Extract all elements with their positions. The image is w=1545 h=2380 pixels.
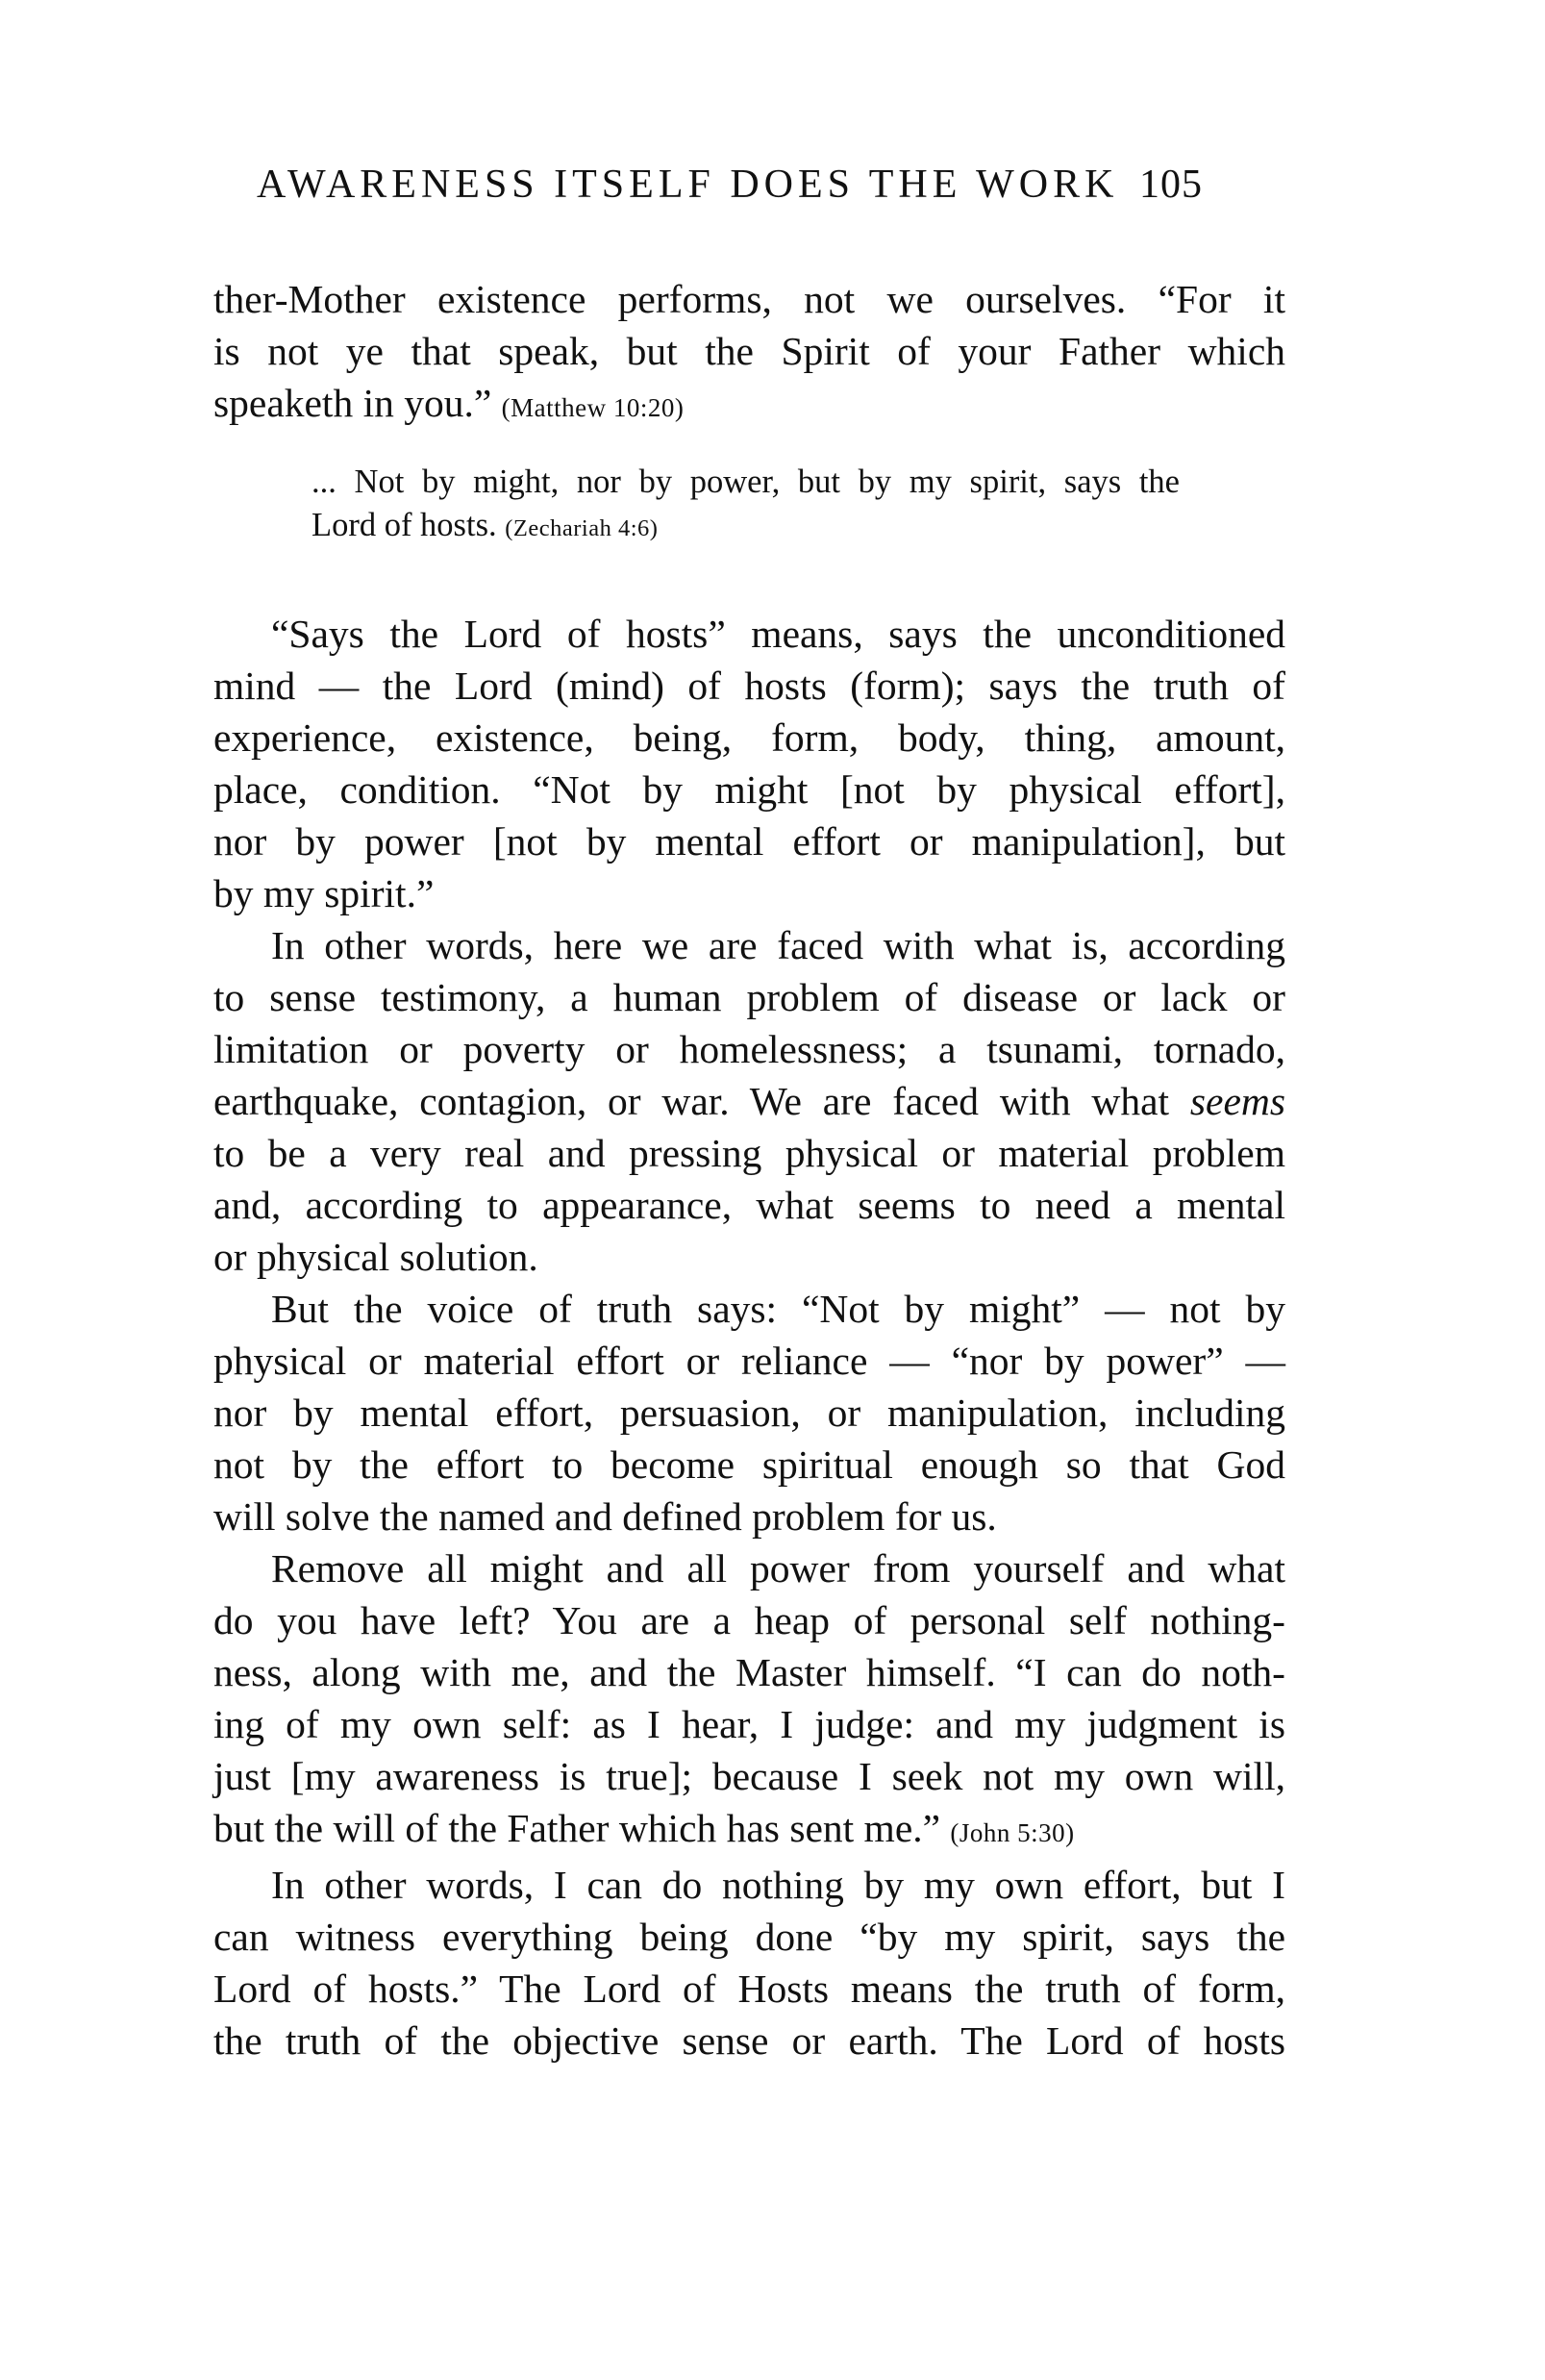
paragraph [213,919,1285,1283]
text-line: In other words, here we are faced with what is, according [271,923,1285,967]
body-text [213,273,1285,2067]
text-line: or physical solution. [213,1235,538,1279]
text-line: can witness everything being done “by my spirit, says the [213,1915,1285,1959]
line-text: speaketh in you.” [213,381,492,425]
text-line: Remove all might and all power from yourself and what [271,1546,1285,1591]
text-line: But the voice of truth says: “Not by might” — not by [271,1287,1285,1331]
text-line [213,1802,1285,1859]
spacer [213,434,1285,461]
text-line: do you have left? You are a heap of personal self nothing- [213,1598,1285,1642]
text-line: will solve the named and defined problem for us. [213,1494,997,1539]
running-head [257,162,1203,208]
text-line: ing of my own self: as I hear, I judge: and my judgment is [213,1702,1285,1746]
paragraph [213,1859,1285,2067]
text-line: Lord of hosts.” The Lord of Hosts means the truth of form, [213,1967,1285,2011]
quote-text: Lord of hosts. [311,507,497,543]
text-line: physical or material effort or reliance — “nor by power” — [213,1339,1285,1383]
text-line: mind — the Lord (mind) of hosts (form); says the truth of [213,664,1285,708]
text-line [213,1075,1285,1127]
line-text: but the will of the Father which has sent me.” [213,1806,941,1850]
citation: (Matthew 10:20) [501,393,685,422]
text-line: nor by mental effort, persuasion, or manipulation, including [213,1390,1285,1435]
line-text: earthquake, contagion, or war. We are faced with what [213,1079,1190,1123]
text-line: place, condition. “Not by might [not by physical effort], [213,767,1285,812]
quote-line: ... Not by might, nor by power, but by my spirit, says the [311,463,1180,500]
text-line: to sense testimony, a human problem of disease or lack or [213,975,1285,1019]
text-line: just [my awareness is true]; because I seek not my own will, [213,1754,1285,1798]
text-line: nor by power [not by mental effort or manipulation], but [213,819,1285,864]
citation: (John 5:30) [950,1818,1075,1847]
opening-paragraph [213,273,1285,434]
text-line: ness, along with me, and the Master himself. “I can do noth- [213,1650,1285,1694]
paragraph [213,608,1285,919]
text-line: by my spirit.” [213,871,435,915]
text-line: to be a very real and pressing physical or material problem [213,1131,1285,1175]
page-number: 105 [1138,163,1203,207]
text-line: experience, existence, being, form, body, thing, amount, [213,715,1285,760]
text-line: is not ye that speak, but the Spirit of your Father which [213,329,1285,373]
text-line: not by the effort to become spiritual enough so that God [213,1442,1285,1487]
chapter-title: AWARENESS ITSELF DOES THE WORK [257,163,1119,207]
text-line: the truth of the objective sense or earth. The Lord of hosts [213,2018,1285,2063]
text-line: limitation or poverty or homelessness; a tsunami, tornado, [213,1027,1285,1071]
text-line: ther-Mother existence performs, not we ourselves. “For it [213,277,1285,321]
quote-line [311,504,1180,550]
block-quote [213,461,1180,550]
text-line: In other words, I can do nothing by my own effort, but I [271,1863,1285,1907]
spacer [213,550,1285,608]
text-line: “Says the Lord of hosts” means, says the unconditioned [271,612,1285,656]
paragraph [213,1283,1285,1542]
emphasis-text: seems [1189,1079,1285,1123]
citation: (Zechariah 4:6) [505,515,659,541]
paragraph [213,1542,1285,1859]
text-line [213,377,1285,434]
text-line: and, according to appearance, what seems to need a mental [213,1183,1285,1227]
